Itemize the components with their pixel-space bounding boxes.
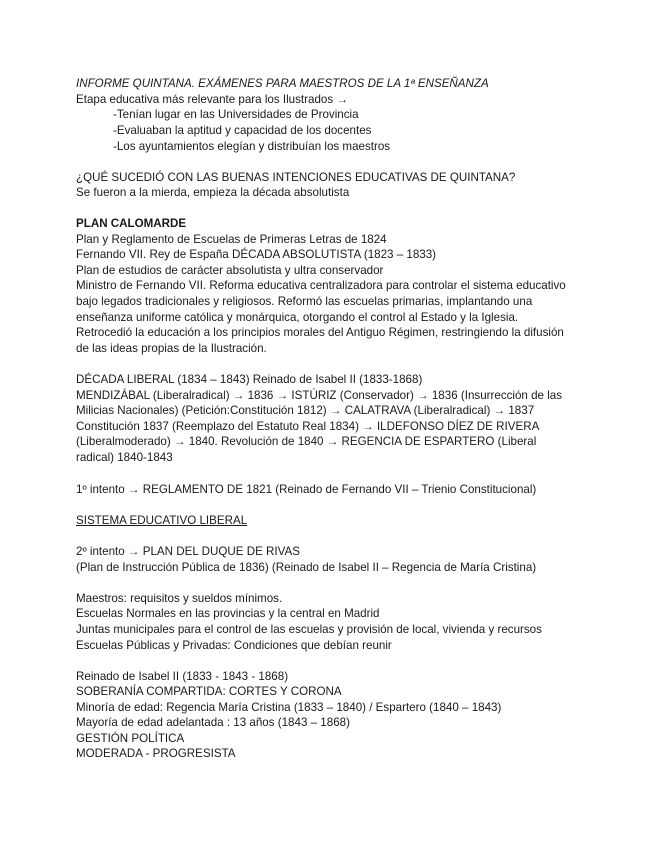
- intro-lead: Etapa educativa más relevante para los Ilustrados →: [76, 93, 348, 106]
- isabel-line: MODERADA - PROGRESISTA: [76, 747, 236, 760]
- teachers-line: Maestros: requisitos y sueldos mínimos.: [76, 592, 283, 605]
- calomarde-line: Retrocedió la educación a los principios morales del Antiguo Régimen, restringiendo la difusión: [76, 326, 564, 339]
- teachers-line: Escuelas Normales en las provincias y la central en Madrid: [76, 607, 380, 620]
- isabel-line: Reinado de Isabel II (1833 - 1843 - 1868): [76, 670, 289, 683]
- calomarde-line: bajo legados tradicionales y religiosos. Reformó las escuelas primarias, implantando una: [76, 295, 533, 308]
- calomarde-heading: PLAN CALOMARDE: [76, 217, 187, 230]
- liberal-decade-line: Constitución 1837 (Reemplazo del Estatuto Real 1834) → ILDEFONSO DÍEZ DE RIVERA: [76, 420, 540, 433]
- document-title: INFORME QUINTANA. EXÁMENES PARA MAESTROS DE LA 1ª ENSEÑANZA: [76, 77, 489, 90]
- liberal-decade-line: (Liberalmoderado) → 1840. Revolución de 1840 → REGENCIA DE ESPARTERO (Liberal: [76, 435, 537, 448]
- teachers-line: Escuelas Públicas y Privadas: Condiciones que debían reunir: [76, 639, 392, 652]
- second-attempt-line: (Plan de Instrucción Pública de 1836) (Reinado de Isabel II – Regencia de María Cristina): [76, 561, 537, 574]
- teachers-line: Juntas municipales para el control de las escuelas y provisión de local, vivienda y recursos: [76, 623, 542, 636]
- liberal-system-heading: [76, 513, 581, 529]
- liberal-decade-line: MENDIZÁBAL (Liberalradical) → 1836 → ISTÚRIZ (Conservador) → 1836 (Insurrección de las: [76, 389, 563, 402]
- isabel-line: Mayoría de edad adelantada : 13 años (1843 – 1868): [76, 716, 350, 729]
- calomarde-line: enseñanza uniforme católica y monárquica, otorgando el control al Estado y la Iglesia.: [76, 311, 519, 324]
- liberal-decade-line: radical) 1840-1843: [76, 451, 173, 464]
- first-attempt: 1º intento → REGLAMENTO DE 1821 (Reinado de Fernando VII – Trienio Constitucional): [76, 483, 537, 496]
- calomarde-line: Fernando VII. Rey de España DÉCADA ABSOLUTISTA (1823 – 1833): [76, 248, 437, 261]
- intro-bullet: -Los ayuntamientos elegían y distribuían los maestros: [113, 140, 391, 153]
- question-text: ¿QUÉ SUCEDIÓ CON LAS BUENAS INTENCIONES EDUCATIVAS DE QUINTANA?: [76, 171, 516, 184]
- second-attempt-line: 2º intento → PLAN DEL DUQUE DE RIVAS: [76, 545, 300, 558]
- isabel-line: SOBERANÍA COMPARTIDA: CORTES Y CORONA: [76, 685, 342, 698]
- calomarde-line: de las ideas propias de la Ilustración.: [76, 342, 267, 355]
- liberal-system-heading-text: SISTEMA EDUCATIVO LIBERAL: [76, 514, 248, 527]
- isabel-line: Minoría de edad: Regencia María Cristina (1833 – 1840) / Espartero (1840 – 1843): [76, 701, 502, 714]
- intro-bullet: -Tenían lugar en las Universidades de Provincia: [113, 108, 359, 121]
- calomarde-line: Plan y Reglamento de Escuelas de Primeras Letras de 1824: [76, 233, 387, 246]
- calomarde-line: Plan de estudios de carácter absolutista y ultra conservador: [76, 264, 384, 277]
- liberal-decade-line: DÉCADA LIBERAL (1834 – 1843) Reinado de Isabel II (1833-1868): [76, 373, 423, 386]
- isabel-line: GESTIÓN POLÍTICA: [76, 732, 185, 745]
- calomarde-line: Ministro de Fernando VII. Reforma educativa centralizadora para controlar el sistema educativo: [76, 279, 566, 292]
- answer-text: Se fueron a la mierda, empieza la década absolutista: [76, 186, 350, 199]
- intro-bullet: -Evaluaban la aptitud y capacidad de los docentes: [113, 124, 372, 137]
- liberal-decade-line: Milicias Nacionales) (Petición:Constitución 1812) → CALATRAVA (Liberalradical) → 1837: [76, 404, 535, 417]
